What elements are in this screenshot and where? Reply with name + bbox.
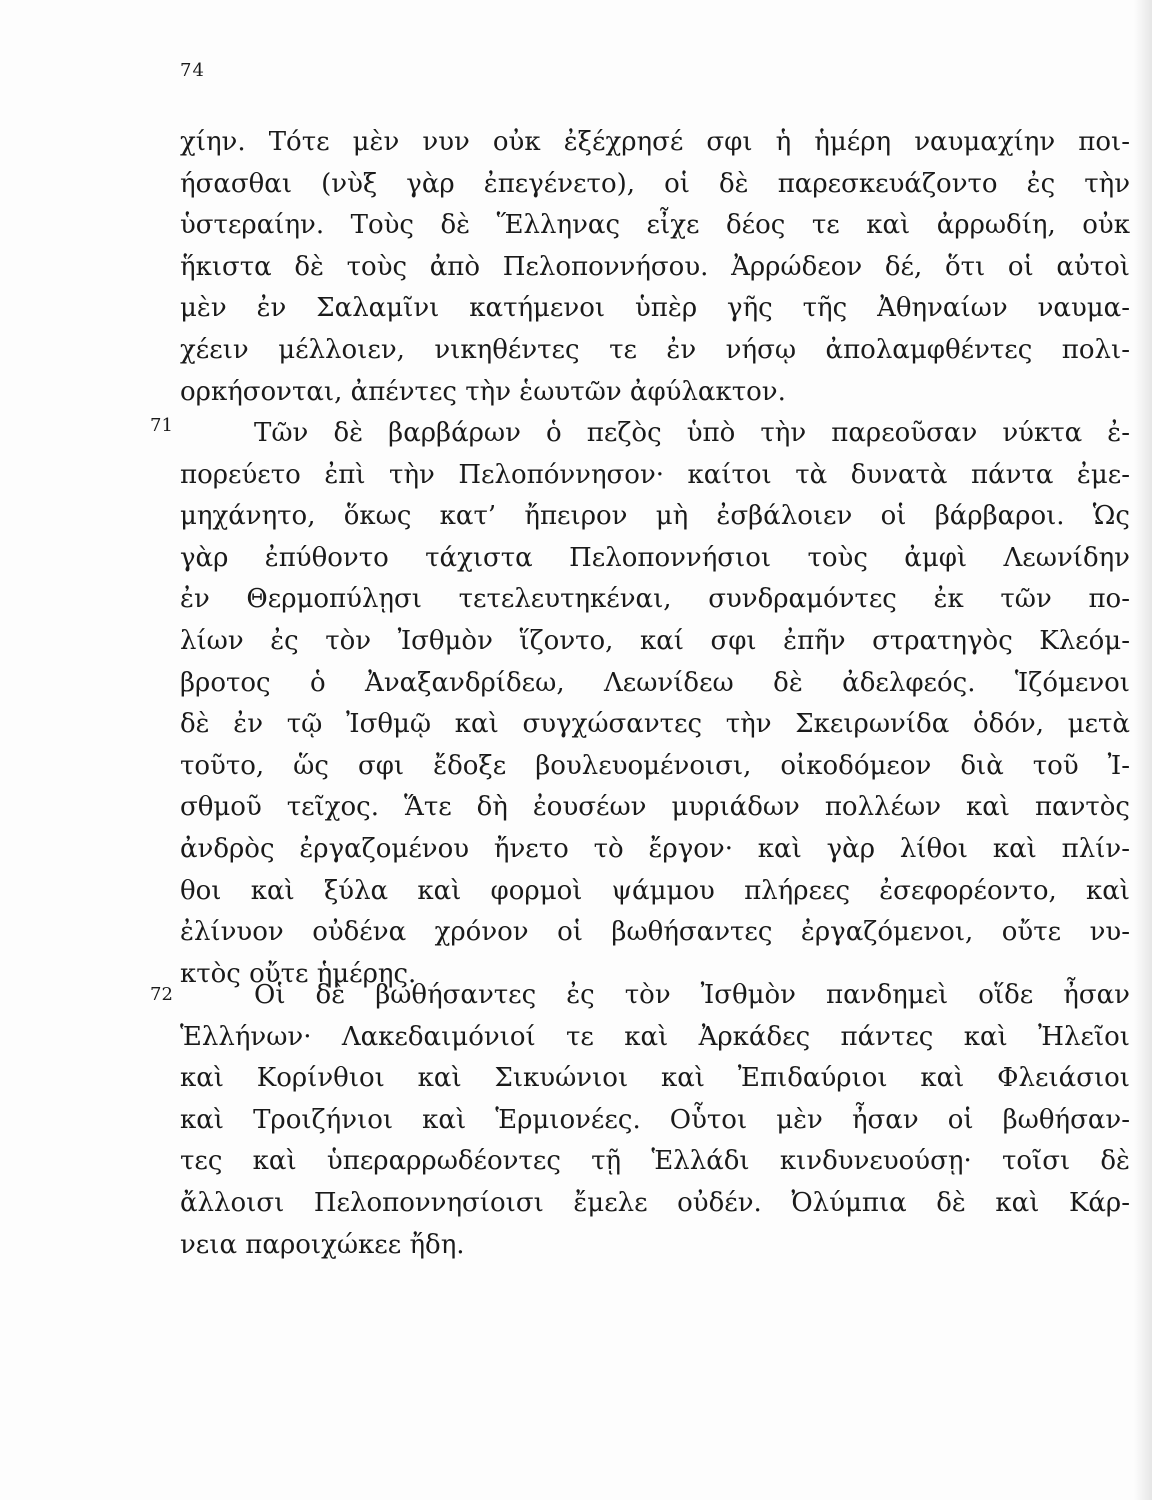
page-number: 74 [180, 60, 205, 81]
text-line: ἐλίνυον οὐδένα χρόνον οἱ βωθήσαντες ἐργαζόμενοι, οὔτε νυ- [180, 917, 1130, 948]
text-line: καὶ Τροιζήνιοι καὶ Ἑρμιονέες. Οὗτοι μὲν ἦσαν οἱ βωθήσαν- [180, 1104, 1130, 1135]
text-line: τες καὶ ὑπεραρρωδέοντες τῇ Ἑλλάδι κινδυνευούσῃ· τοῖσι δὲ [180, 1146, 1130, 1177]
text-line: χίην. Τότε μὲν νυν οὐκ ἐξέχρησέ σφι ἡ ἡμέρη ναυμαχίην ποι- [180, 127, 1130, 157]
text-line: λίων ἐς τὸν Ἰσθμὸν ἵζοντο, καί σφι ἐπῆν στρατηγὸς Κλεόμ- [180, 625, 1130, 656]
text-line: Ἑλλήνων· Λακεδαιμόνιοί τε καὶ Ἀρκάδες πάντες καὶ Ἠλεῖοι [180, 1021, 1130, 1052]
text-line: μὲν ἐν Σαλαμῖνι κατήμενοι ὑπὲρ γῆς τῆς Ἀθηναίων ναυμα- [180, 293, 1130, 324]
chapter-number: 72 [150, 984, 173, 1005]
text-line: σθμοῦ τεῖχος. Ἅτε δὴ ἐουσέων μυριάδων πολλέων καὶ παντὸς [180, 792, 1130, 823]
text-line: ὑστεραίην. Τοὺς δὲ Ἕλληνας εἶχε δέος τε καὶ ἀρρωδίη, οὐκ [180, 210, 1130, 241]
text-line: δὲ ἐν τῷ Ἰσθμῷ καὶ συγχώσαντες τὴν Σκειρωνίδα ὁδόν, μετὰ [180, 709, 1130, 740]
text-line: νεια παροιχώκεε ἤδη. [180, 1229, 465, 1260]
text-line: ἐν Θερμοπύλῃσι τετελευτηκέναι, συνδραμόντες ἐκ τῶν πο- [180, 584, 1130, 615]
text-line: βροτος ὁ Ἀναξανδρίδεω, Λεωνίδεω δὲ ἀδελφεός. Ἱζόμενοι [180, 667, 1130, 698]
text-line: θοι καὶ ξύλα καὶ φορμοὶ ψάμμου πλήρεες ἐσεφορέοντο, καὶ [180, 875, 1130, 906]
text-line: ἀνδρὸς ἐργαζομένου ἤνετο τὸ ἔργον· καὶ γὰρ λίθοι καὶ πλίν- [180, 833, 1130, 864]
text-line: Οἱ δὲ βωθήσαντες ἐς τὸν Ἰσθμὸν πανδημεὶ οἵδε ἦσαν [254, 980, 1130, 1010]
text-line: χέειν μέλλοιεν, νικηθέντες τε ἐν νήσῳ ἀπολαμφθέντες πολι- [180, 334, 1130, 365]
paragraph-chapter-71 [180, 413, 1130, 995]
text-line: καὶ Κορίνθιοι καὶ Σικυώνιοι καὶ Ἐπιδαύριοι καὶ Φλειάσιοι [180, 1063, 1130, 1094]
text-line: τοῦτο, ὥς σφι ἔδοξε βουλευομένοισι, οἰκοδόμεον διὰ τοῦ Ἰ- [180, 750, 1130, 781]
text-line: ἥκιστα δὲ τοὺς ἀπὸ Πελοποννήσου. Ἀρρώδεον δέ, ὅτι οἱ αὐτοὶ [180, 251, 1130, 282]
text-line: πορεύετο ἐπὶ τὴν Πελοπόννησον· καίτοι τὰ δυνατὰ πάντα ἐμε- [180, 459, 1130, 490]
page-edge-shadow [1134, 0, 1152, 1500]
paragraph-chapter-72 [180, 975, 1130, 1266]
chapter-number: 71 [150, 415, 173, 436]
text-line: ορκήσονται, ἀπέντες τὴν ἑωυτῶν ἀφύλακτον. [180, 376, 786, 407]
text-line: κτὸς οὔτε ἡμέρης. [180, 958, 417, 989]
text-line: ἄλλοισι Πελοποννησίοισι ἔμελε οὐδέν. Ὀλύμπια δὲ καὶ Κάρ- [180, 1187, 1130, 1218]
text-line: γὰρ ἐπύθοντο τάχιστα Πελοποννήσιοι τοὺς ἀμφὶ Λεωνίδην [180, 542, 1130, 573]
text-line: Τῶν δὲ βαρβάρων ὁ πεζὸς ὑπὸ τὴν παρεοῦσαν νύκτα ἐ- [254, 418, 1130, 448]
paragraph-continuation [180, 122, 1130, 413]
text-line: ήσασθαι (νὺξ γὰρ ἐπεγένετο), οἱ δὲ παρεσκευάζοντο ἐς τὴν [180, 168, 1130, 199]
text-line: μηχάνητο, ὅκως κατ’ ἤπειρον μὴ ἐσβάλοιεν οἱ βάρβαροι. Ὡς [180, 501, 1130, 532]
